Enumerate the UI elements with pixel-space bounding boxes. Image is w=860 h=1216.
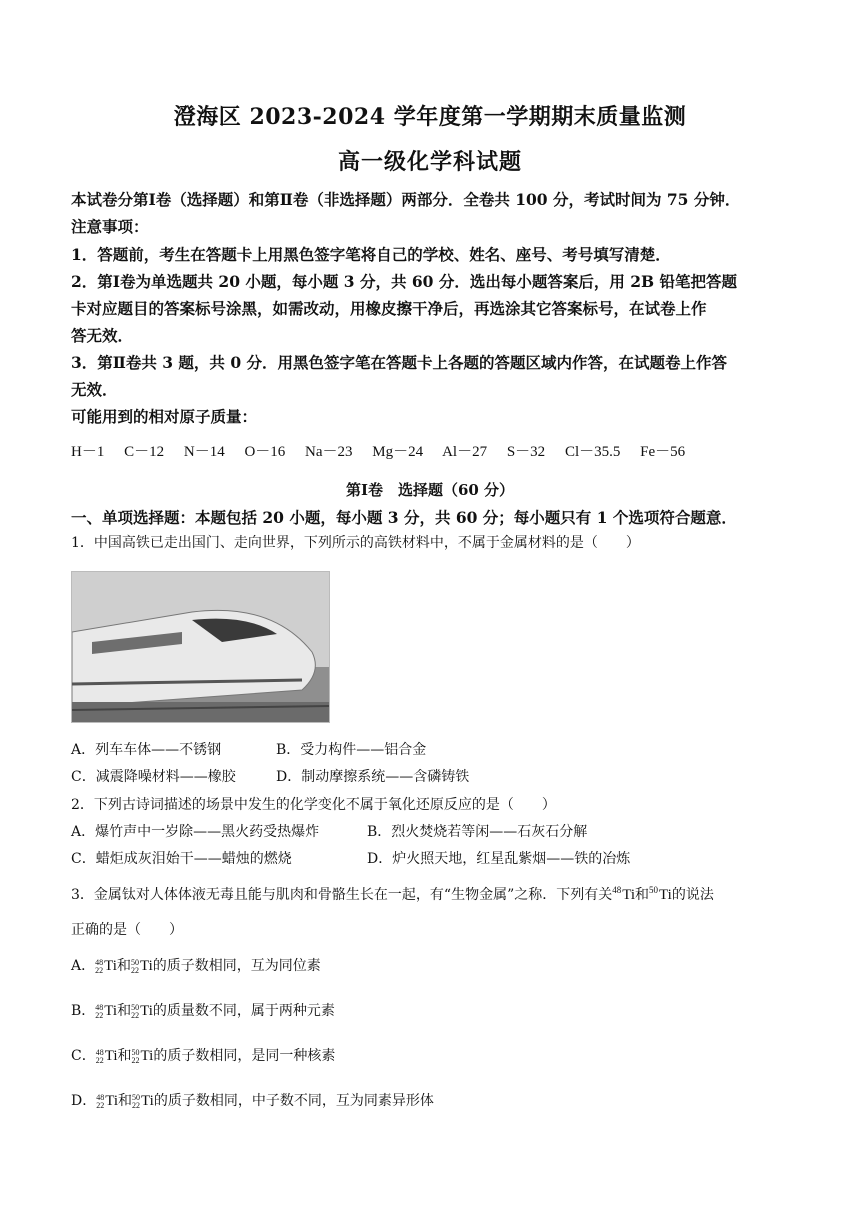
atomic-mass: Fe－56 xyxy=(640,444,686,460)
q2-option-b: B．烈火焚烧若等闲——石灰石分解 xyxy=(367,824,588,840)
exam-title: 澄海区 2023-2024 学年度第一学期期末质量监测 xyxy=(173,104,687,130)
q3-stem: 3．金属钛对人体体液无毒且能与肌肉和骨骼生长在一起，有“生物金属”之称．下列有关$^{48}$Ti和$^{50}$Ti的说法 xyxy=(71,885,714,903)
atomic-mass: N－14 xyxy=(183,444,225,460)
q2-option-c: C．蜡炬成灰泪始干——蜡烛的燃烧 xyxy=(71,851,292,867)
q1-stem: 1．中国高铁已走出国门、走向世界，下列所示的高铁材料中，不属于金属材料的是（ ） xyxy=(71,535,640,551)
q3-option-d: D． 48 22 Ti和 50 22 Ti的质子数相同，中子数不同，互为同素异形体 xyxy=(71,1092,434,1110)
q3-option-a: A． 48 22 Ti和 50 22 Ti的质子数相同，互为同位素 xyxy=(71,957,321,975)
q3-stem-line2: 正确的是（ ） xyxy=(71,922,183,938)
atomic-mass-list xyxy=(71,440,701,461)
intro-text: 本试卷分第Ⅰ卷（选择题）和第Ⅱ卷（非选择题）两部分．全卷共 100 分，考试时间为 75 分钟． xyxy=(71,190,741,209)
bullet-train-illustration xyxy=(72,572,329,722)
atomic-mass: S－32 xyxy=(506,444,546,460)
part-heading: 一、单项选择题：本题包括 20 小题，每小题 3 分，共 60 分；每小题只有 1 个选项符合题意． xyxy=(71,508,737,527)
atomic-mass: H－1 xyxy=(71,444,105,460)
exam-subtitle: 高一级化学科试题 xyxy=(337,149,522,175)
note-line: 1．答题前，考生在答题卡上用黑色签字笔将自己的学校、姓名、座号、考号填写清楚． xyxy=(71,245,671,264)
note-line: 答无效． xyxy=(71,326,134,345)
note-line: 2．第Ⅰ卷为单选题共 20 小题，每小题 3 分，共 60 分．选出每小题答案后，用 2B 铅笔把答题 xyxy=(71,272,738,291)
q2-option-a: A．爆竹声中一岁除——黑火药受热爆炸 xyxy=(71,824,320,840)
atomic-mass: Cl－35.5 xyxy=(564,444,621,460)
q1-option-d: D．制动摩擦系统——含磷铸铁 xyxy=(276,769,470,785)
q3-option-c: C． 48 22 Ti和 50 22 Ti的质子数相同，是同一种核素 xyxy=(71,1047,336,1065)
q2-stem: 2．下列古诗词描述的场景中发生的化学变化不属于氧化还原反应的是（ ） xyxy=(71,797,556,813)
atomic-mass: O－16 xyxy=(244,444,286,460)
atomic-mass-heading: 可能用到的相对原子质量： xyxy=(71,407,258,426)
q3-option-b: B． 48 22 Ti和 50 22 Ti的质量数不同，属于两种元素 xyxy=(71,1002,335,1020)
train-photo xyxy=(71,571,330,723)
notes-heading: 注意事项： xyxy=(71,217,149,236)
note-line: 无效． xyxy=(71,380,118,399)
q3-stem-text: 3．金属钛对人体体液无毒且能与肌肉和骨骼生长在一起，有“生物金属”之称．下列有关 xyxy=(71,887,613,903)
atomic-mass: Al－27 xyxy=(442,444,488,460)
q1-option-a: A．列车车体——不锈钢 xyxy=(71,742,222,758)
atomic-mass: C－12 xyxy=(124,444,165,460)
q2-option-d: D．炉火照天地，红星乱紫烟——铁的冶炼 xyxy=(367,851,631,867)
note-line: 卡对应题目的答案标号涂黑，如需改动，用橡皮擦干净后，再选涂其它答案标号，在试卷上作 xyxy=(71,299,707,318)
atomic-mass: Mg－24 xyxy=(372,444,424,460)
atomic-mass: Na－23 xyxy=(305,444,353,460)
q1-option-c: C．减震降噪材料——橡胶 xyxy=(71,769,236,785)
section-title: 第Ⅰ卷 选择题（60 分） xyxy=(345,481,515,499)
q1-option-b: B．受力构件——铝合金 xyxy=(276,742,427,758)
note-line: 3．第Ⅱ卷共 3 题，共 0 分．用黑色签字笔在答题卡上各题的答题区域内作答，在试题卷上作答 xyxy=(71,353,728,372)
